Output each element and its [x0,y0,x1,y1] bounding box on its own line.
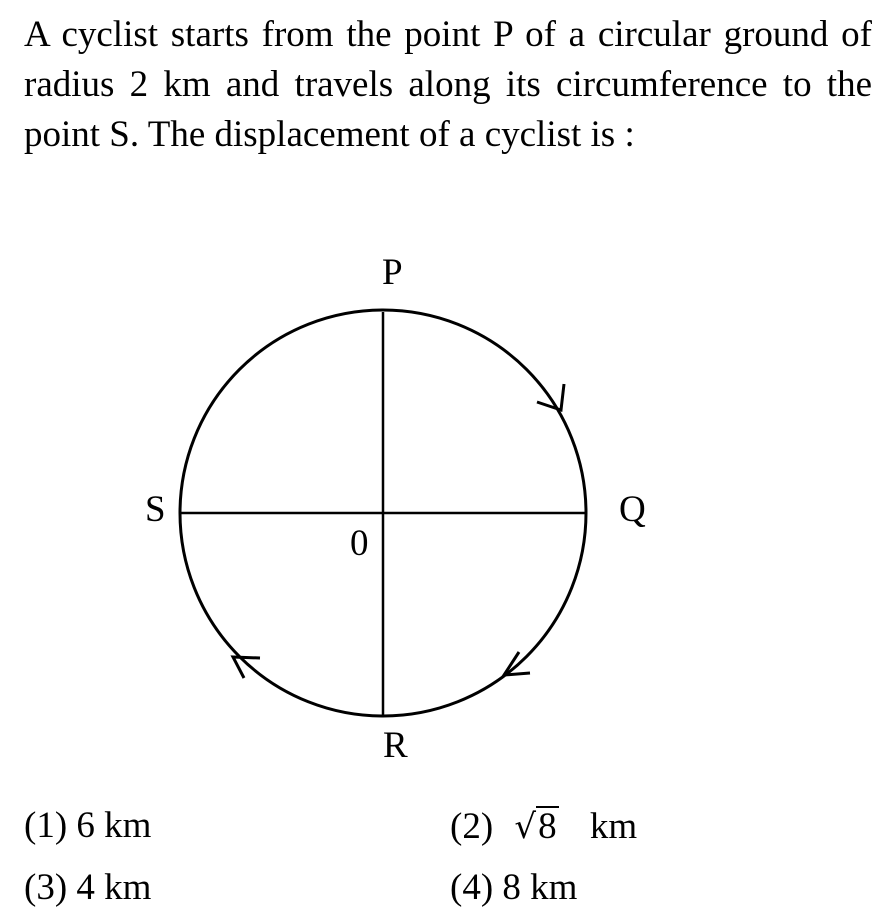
label-s: S [145,489,166,530]
option-4[interactable] [450,868,577,908]
radical-sign: √ [514,807,537,847]
option-2-radicand: 8 [538,806,557,847]
option-2[interactable] [450,806,637,847]
arrow-head-rs [233,657,260,678]
label-p: P [382,252,403,293]
option-4-number: (4) [450,867,494,908]
option-4-value: 8 km [502,867,578,908]
question-text: A cyclist starts from the point P of a circular ground of radius 2 km and travels along its circumference to the point S. The displacement of a cyclist is : [24,14,872,155]
option-2-unit: km [589,806,638,847]
label-center: 0 [350,523,369,564]
option-1-value: 6 km [76,805,152,846]
option-2-number: (2) [450,806,494,847]
label-q: Q [619,489,646,530]
option-3-number: (3) [24,867,68,908]
option-1-number: (1) [24,805,68,846]
option-1[interactable] [24,806,151,846]
square-root [514,806,558,847]
label-r: R [383,725,408,766]
option-3-value: 4 km [76,867,152,908]
option-3[interactable] [24,868,151,908]
